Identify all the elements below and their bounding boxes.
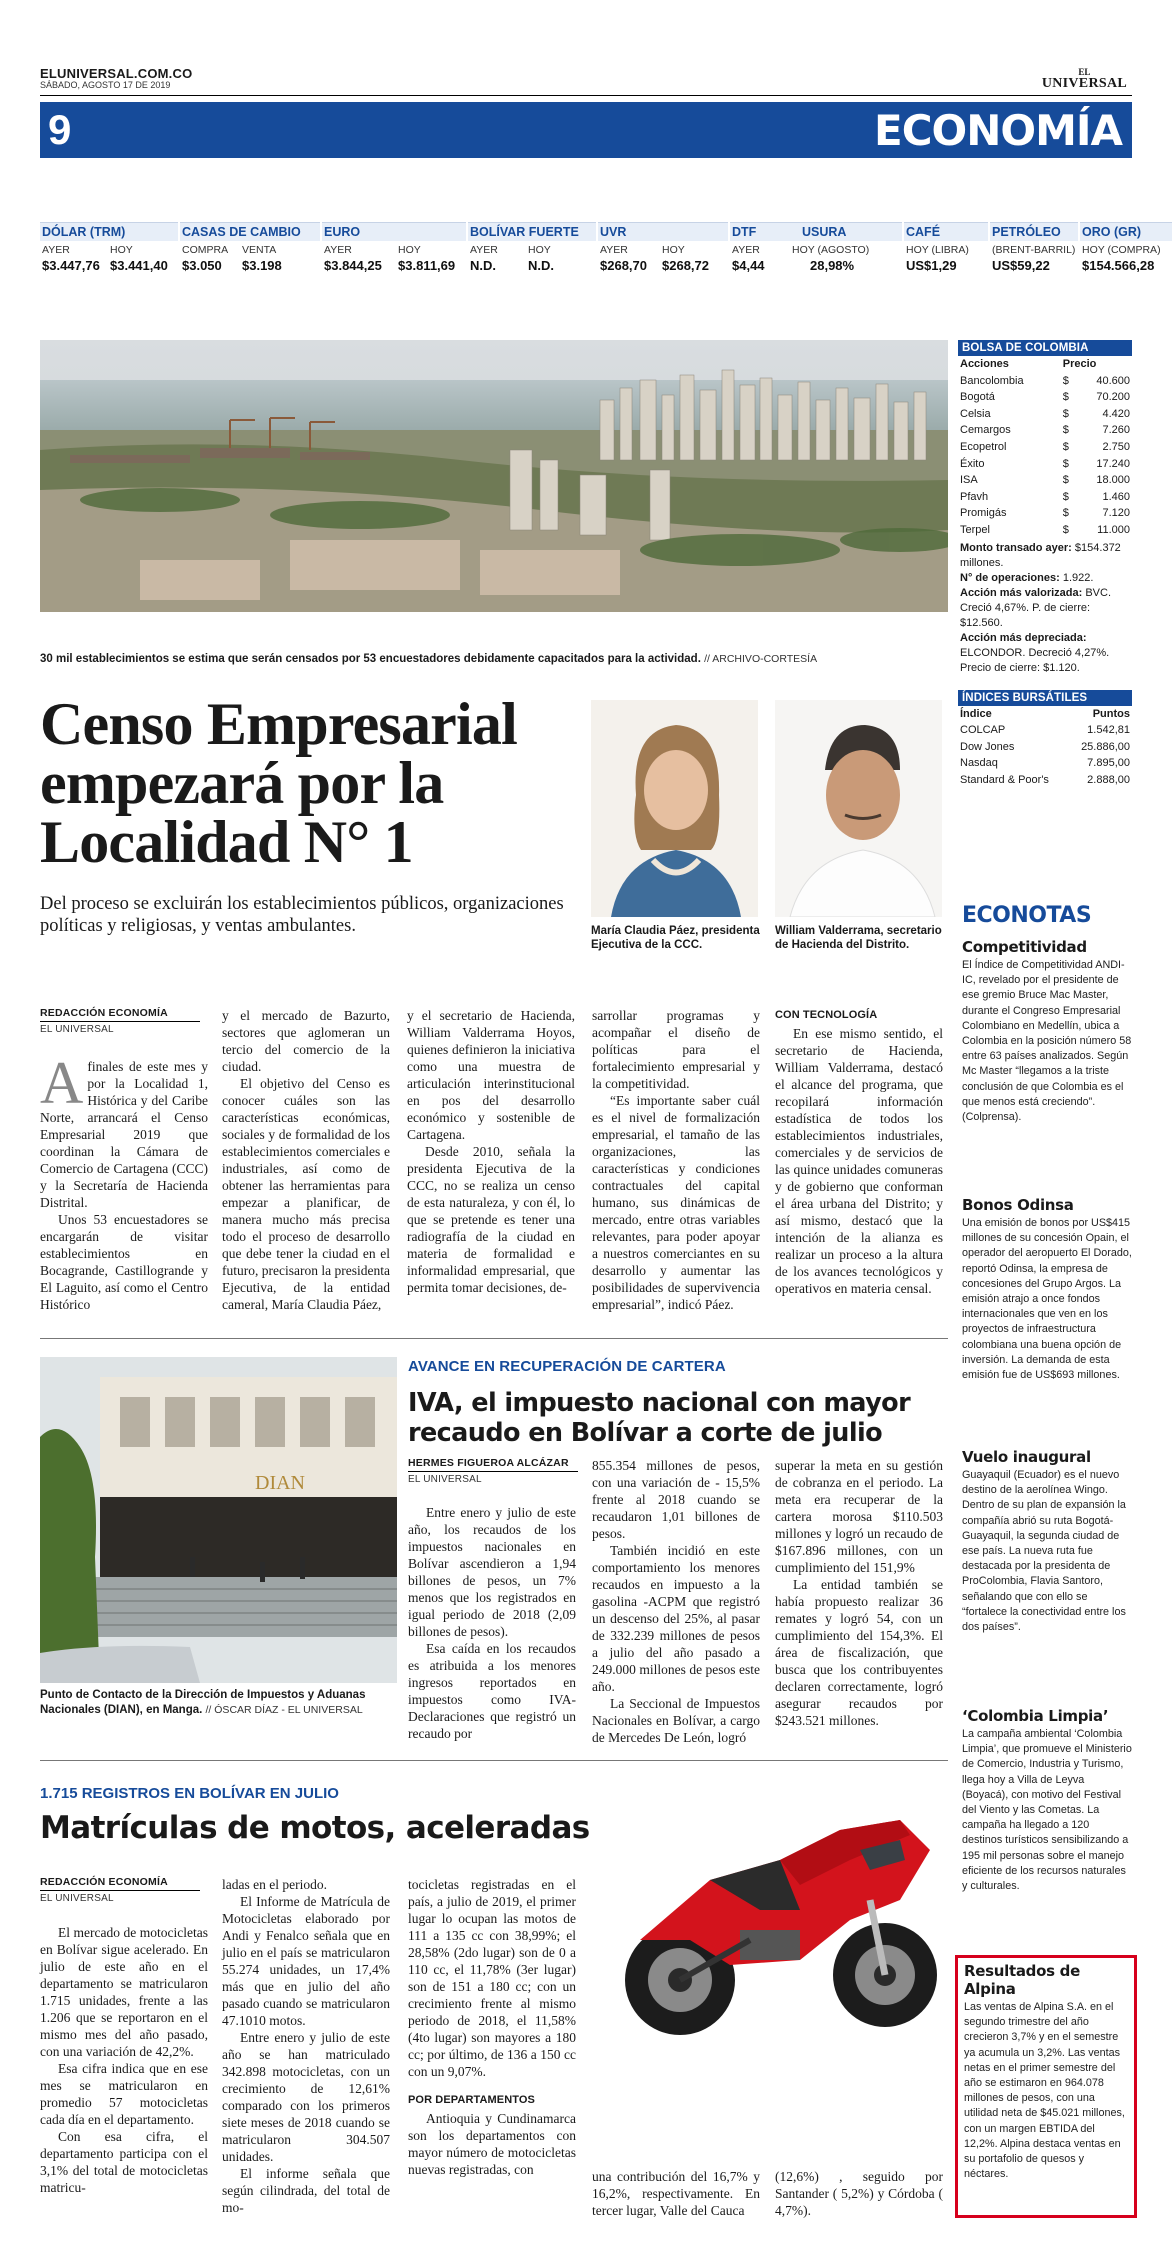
indicator-sub: HOY (LIBRA) <box>906 244 969 256</box>
table-row <box>958 472 1132 489</box>
indices-title: ÍNDICES BURSÁTILES <box>958 690 1132 706</box>
paragraph: “Es importante saber cuál es el nivel de formalización empresarial, el tamaño de las organizaciones, las características y condiciones contractuales del capital humano, sus dinámicas de mercado, entre otras variables relevantes, para poder apoyar a nuestros comerciantes en su desarrollo y aumentar las posibilidades de supervivencia empresarial”, indicó Páez. <box>592 1093 760 1312</box>
main-story-col-1 <box>40 1050 208 1313</box>
bolsa-table <box>958 356 1132 539</box>
man-portrait-illustration <box>775 700 942 917</box>
currency-symbol: $ <box>1062 424 1069 437</box>
paragraph: La entidad también se había propuesto realizar 36 remates y logró 54, con un cumplimiento del 154,3%. El área de fiscalización, que busca que los contribuyentes declaren correctamente, logró asegurar recaudos por $243.521 millones. <box>775 1577 943 1728</box>
paragraph: En ese mismo sentido, el secretario de Hacienda, William Valderrama, destacó el alcance del programa, que recopilará información estadística de todos los establecimientos industriales, comerciales y de servicios de las quince unidades comuneras y de gobierno que conforman el área urbana del Distrito; y así mismo, destacó que la intención de la alianza es realizar un proceso a la altura de los avances tecnológicos y operativos en materia censal. <box>775 1026 943 1296</box>
stock-name: Promigás <box>960 507 1007 520</box>
woman-portrait-illustration <box>591 700 758 917</box>
indicator-title: PETRÓLEO <box>990 222 1078 241</box>
table-row <box>958 373 1132 390</box>
byline-name: HERMES FIGUEROA ALCÁZAR <box>408 1457 569 1469</box>
column-subhead: POR DEPARTAMENTOS <box>408 2094 535 2106</box>
paragraph: finales de este mes y por la Localidad 1, Histórica y del Caribe Norte, arrancará el Censo Empresarial 2019 que coordinan la Cámara de Comercio de Cartagena (CCC) y la Secretaría de Hacienda Distrital. <box>40 1059 208 1210</box>
motorcycle-image <box>600 1790 950 2040</box>
paragraph: El objetivo del Censo es conocer cuáles son las características económicas, sociales y de formalidad de los establecimientos comerciales e industriales, así como de obtener las herramientas para empezar a planificar, de manera mucho más precisa todo el proceso de desarrollo que debe tener la ciudad en el futuro, precisaron la presidenta Ejecutiva, de la entidad cameral, María Claudia Páez, <box>222 1076 390 1312</box>
bolsa-monto <box>958 541 1132 571</box>
building-illustration <box>40 1357 397 1683</box>
indicator-value: US$59,22 <box>992 258 1050 273</box>
bolsa-ops <box>958 571 1132 586</box>
table-row <box>958 772 1132 789</box>
table-row <box>958 722 1132 739</box>
cityscape-illustration <box>40 340 948 612</box>
currency-symbol: $ <box>1062 507 1069 520</box>
stock-price: 18.000 <box>1096 474 1130 487</box>
main-story-col-3 <box>407 1007 575 1296</box>
table-row <box>958 422 1132 439</box>
indicator-value: 28,98% <box>810 258 855 273</box>
main-story-col-4 <box>592 1007 760 1313</box>
indicator-value: US$1,29 <box>906 258 957 273</box>
note-title: Competitividad <box>962 938 1087 956</box>
indicator-value: $3.050 <box>182 258 222 273</box>
stock-price: 4.420 <box>1102 407 1130 420</box>
indicator-cafe <box>904 222 988 273</box>
dian-office-photo <box>40 1357 397 1683</box>
motos-headline: Matrículas de motos, aceleradas <box>40 1810 590 1846</box>
portrait-william-valderrama <box>775 700 942 917</box>
indicator-sub: AYER <box>732 244 760 256</box>
column-subhead: CON TECNOLOGÍA <box>775 1009 878 1021</box>
index-value: 1.542,81 <box>1087 724 1130 737</box>
paragraph: tocicletas registradas en el país, a julio de 2019, el primer lugar lo ocupan las motos de 111 a 135 cc con 38,99%; el 28,58% (2do lugar) son de 0 a 110 cc, el 11,78% (3er lugar) son de 151 a 180 cc; con un crecimiento frente al mismo periodo de 2018, el 11,58% (4to lugar) son mayores a 180 cc; por último, de 136 a 150 cc con un 9,07%. <box>408 1877 576 2079</box>
byline-name: REDACCIÓN ECONOMÍA <box>40 1007 168 1019</box>
bolsa-depreciada <box>958 631 1132 676</box>
indices-col-header: Índice <box>960 707 992 720</box>
indicator-dtf <box>730 222 790 273</box>
stock-price: 7.120 <box>1102 507 1130 520</box>
indicator-petroleo <box>990 222 1078 273</box>
paragraph: El mercado de motocicletas en Bolívar sigue acelerado. En julio de este año en el departamento se matricularon 1.715 unidades, frente a las 1.206 que se reportaron en el mismo mes del año pasado, con una variación de 42,2%. <box>40 1925 208 2059</box>
motos-kicker: 1.715 REGISTROS EN BOLÍVAR EN JULIO <box>40 1785 339 1802</box>
logo-bottom-text: UNIVERSAL <box>1041 75 1127 91</box>
newspaper-logo <box>1042 68 1127 90</box>
paragraph: Entre enero y julio de este año, los recaudos de los impuestos nacionales en Bolívar ascendieron a 1,94 billones de pesos, un 7% menos que los registrados en igual periodo de 2018 (2,09 billones de pesos). <box>408 1505 576 1639</box>
indices-table <box>958 706 1132 789</box>
table-row <box>958 522 1132 539</box>
iva-photo-caption <box>40 1688 397 1718</box>
bolsa-col-header: Acciones <box>960 358 1009 370</box>
motos-col-3 <box>408 1876 576 2178</box>
indicator-value: $3.447,76 <box>42 258 100 273</box>
note-title: Bonos Odinsa <box>962 1196 1074 1214</box>
iva-caption-text: Punto de Contacto de la Dirección de Impuestos y Aduanas Nacionales (DIAN), en Manga. <box>40 1689 366 1716</box>
index-name: Nasdaq <box>960 757 998 770</box>
note-body: La campaña ambiental ‘Colombia Limpia’, que promueve el Ministerio de Comercio, Industria y Turismo, llega hoy a Villa de Leyva (Boyacá), con motivo del Festival del Viento y las Cometas. La campaña ha llegado a 120 destinos turísticos sensibilizando a 195 mil personas sobre el manejo eficiente de los recursos naturales y culturales. <box>962 1728 1132 1893</box>
bolsa-col-header: Precio <box>1062 358 1097 370</box>
stock-name: ISA <box>960 474 978 487</box>
iva-col-1 <box>408 1504 576 1742</box>
paragraph: Desde 2010, señala la presidenta Ejecutiva de la CCC, no se realiza un censo de esta naturaleza, y con él, lo que se pretende es tener una radiografía de la ciudad en materia de formalidad e informalidad empresarial, que permita tomar decisiones, de- <box>407 1144 575 1295</box>
note-competitividad <box>962 938 1132 1125</box>
currency-symbol: $ <box>1062 457 1069 470</box>
stock-name: Bogotá <box>960 391 995 404</box>
paragraph: El Informe de Matrícula de Motocicletas elaborado por Andi y Fenalco señala que en julio en el país se matricularon 55.274 unidades, un 17,4% más que en julio del año pasado cuando se matricularon 47.1010 motos. <box>222 1894 390 2028</box>
stock-name: Pfavh <box>960 490 989 503</box>
iva-headline: IVA, el impuesto nacional con mayor recaudo en Bolívar a corte de julio <box>408 1388 911 1448</box>
index-name: COLCAP <box>960 724 1006 737</box>
bolsa-valorizada <box>958 586 1132 631</box>
indicator-sub: COMPRA <box>182 244 229 256</box>
paragraph: Entre enero y julio de este año se han matriculado 342.898 motocicletas, con un crecimiento de 12,61% comparado con los primeros siete meses de 2018 cuando se matricularon 304.507 unidades. <box>222 2030 390 2164</box>
index-value: 7.895,00 <box>1087 757 1130 770</box>
note-body: Las ventas de Alpina S.A. en el segundo trimestre del año crecieron 3,7% y en el semestre ya acumula un 3,2%. Las ventas netas en el primer semestre del año se estimaron en 964.078 millones de pesos, con una utilidad neta de $45.021 millones, con un margen EBTIDA del 12,2%. Alpina destaca ventas en su portafolio de quesos y néctares. <box>964 2001 1125 2181</box>
note-title: Vuelo inaugural <box>962 1448 1091 1466</box>
indicator-value: N.D. <box>470 258 496 273</box>
note-title: ‘Colombia Limpia’ <box>962 1707 1109 1725</box>
indices-col-header: Puntos <box>1092 707 1130 720</box>
iva-col-3 <box>775 1457 943 1729</box>
index-value: 25.886,00 <box>1081 740 1130 753</box>
byline-org: EL UNIVERSAL <box>408 1474 482 1485</box>
byline-org: EL UNIVERSAL <box>40 1024 114 1035</box>
main-story-col-5 <box>775 1007 943 1297</box>
indicator-sub: AYER <box>42 244 70 256</box>
indicator-title: CAFÉ <box>904 222 988 241</box>
table-row <box>958 456 1132 473</box>
motos-col-1 <box>40 1924 208 2196</box>
stock-name: Ecopetrol <box>960 440 1007 453</box>
section-divider <box>40 1760 948 1761</box>
bolsa-monto-label: Monto transado ayer: <box>960 541 1072 554</box>
motos-col-5 <box>775 2168 943 2219</box>
indicator-sub: HOY (COMPRA) <box>1082 244 1161 256</box>
byline-name: REDACCIÓN ECONOMÍA <box>40 1876 168 1888</box>
index-value: 2.888,00 <box>1087 773 1130 786</box>
portrait-caption-text: William Valderrama, secretario de Hacienda del Distrito. <box>775 925 942 951</box>
index-name: Standard & Poor's <box>960 773 1049 786</box>
currency-symbol: $ <box>1062 374 1069 387</box>
iva-col-2 <box>592 1457 760 1746</box>
indicator-sub: HOY <box>110 244 133 256</box>
indicator-value: $4,44 <box>732 258 765 273</box>
bolsa-val-label: Acción más valorizada: <box>960 586 1083 599</box>
paragraph: una contribución del 16,7% y 16,2%, respectivamente. En tercer lugar, Valle del Cauca <box>592 2169 760 2218</box>
byline-org: EL UNIVERSAL <box>40 1893 114 1904</box>
bolsa-title: BOLSA DE COLOMBIA <box>958 340 1132 356</box>
indicator-sub: HOY <box>398 244 421 256</box>
indicator-value: $268,70 <box>600 258 647 273</box>
paragraph: Unos 53 encuestadores se encargarán de visitar establecimientos en Bocagrande, Castillogrande y El Laguito, así como el Centro Histórico <box>40 1212 208 1312</box>
indicator-value: $268,72 <box>662 258 709 273</box>
motos-col-2 <box>222 1876 390 2216</box>
bolsa-monto-value: $154.372 millones. <box>960 541 1121 569</box>
motorcycle-illustration <box>600 1790 950 2040</box>
indicator-sub: AYER <box>600 244 628 256</box>
indicator-value: N.D. <box>528 258 554 273</box>
stock-price: 1.460 <box>1102 490 1130 503</box>
main-subhead: Del proceso se excluirán los establecimientos públicos, organizaciones políticas y religiosas, y ventas ambulantes. <box>40 894 564 936</box>
stock-name: Bancolombia <box>960 374 1024 387</box>
main-headline: Censo Empresarial empezará por la Localidad N° 1 <box>40 691 517 875</box>
note-body: Una emisión de bonos por US$415 millones de su concesión Opain, el operador del aeropuerto El Dorado, reportó Odinsa, la empresa de concesiones del Grupo Argos. La emisión atrajo a once fondos internacionales que ven en los proyectos de infraestructura colombiana una buena opción de inversión. La demanda de esta emisión fue de US$693 millones. <box>962 1217 1132 1382</box>
indicator-title: BOLÍVAR FUERTE <box>468 222 596 241</box>
currency-symbol: $ <box>1062 391 1069 404</box>
portrait-caption-valderrama <box>775 924 945 952</box>
indicator-sub: AYER <box>470 244 498 256</box>
indicator-title: USURA <box>790 222 902 241</box>
site-url[interactable]: ELUNIVERSAL.COM.CO <box>40 66 193 81</box>
stock-name: Éxito <box>960 457 985 470</box>
table-row <box>958 439 1132 456</box>
paragraph: superar la meta en su gestión de cobranza en el periodo. La meta era recuperar de la cartera morosa $110.503 millones y logró un recaudo de $167.896 millones, con un cumplimiento del 151,9% <box>775 1458 943 1575</box>
bolsa-dep-label: Acción más depreciada: <box>960 631 1087 644</box>
note-bonos-odinsa <box>962 1196 1132 1383</box>
stock-price: 40.600 <box>1096 374 1130 387</box>
paragraph: y el mercado de Bazurto, sectores que aglomeran un tercio del comercio de la ciudad. <box>222 1008 390 1074</box>
dian-sign-text: DIAN <box>255 1472 305 1494</box>
indicator-uvr <box>598 222 728 273</box>
currency-symbol: $ <box>1062 407 1069 420</box>
cartagena-skyline-photo <box>40 340 948 612</box>
table-row <box>958 489 1132 506</box>
hero-caption-text: 30 mil establecimientos se estima que serán censados por 53 encuestadores debidamente capacitados para la actividad. <box>40 653 701 665</box>
currency-symbol: $ <box>1062 440 1069 453</box>
paragraph: Esa cifra indica que en ese mes se matricularon en promedio 57 motocicletas cada día en el departamento. <box>40 2061 208 2127</box>
paragraph: Esa caída en los recaudos es atribuida a los menores ingresos reportados en impuestos como IVA-Declaraciones que registró un recaudo por <box>408 1641 576 1741</box>
bolsa-dep-value: ELCONDOR. Decreció 4,27%. Precio de cierre: $1.120. <box>960 646 1110 674</box>
paragraph: sarrollar programas y acompañar el diseño de políticas para el fortalecimiento empresarial y la competitividad. <box>592 1008 760 1091</box>
iva-photo-credit: // ÓSCAR DÍAZ - EL UNIVERSAL <box>205 1704 363 1716</box>
table-row <box>958 739 1132 756</box>
header-rule <box>40 95 1132 96</box>
note-vuelo-inaugural <box>962 1448 1132 1635</box>
hero-caption <box>40 653 948 665</box>
indicator-casas-cambio <box>180 222 320 273</box>
indicator-sub: HOY (AGOSTO) <box>792 244 870 256</box>
indicator-value: $3.198 <box>242 258 282 273</box>
hero-credit: // ARCHIVO-CORTESÍA <box>704 653 818 665</box>
issue-date: SÁBADO, AGOSTO 17 DE 2019 <box>40 80 171 90</box>
indicator-sub: HOY <box>528 244 551 256</box>
paragraph: ladas en el periodo. <box>222 1877 327 1892</box>
indicator-title: ORO (GR) <box>1080 222 1172 241</box>
market-indicators <box>40 222 1161 282</box>
table-row <box>958 505 1132 522</box>
stock-price: 70.200 <box>1096 391 1130 404</box>
stock-price: 7.260 <box>1102 424 1130 437</box>
indicator-sub: (BRENT-BARRIL) <box>992 244 1076 256</box>
indicator-oro <box>1080 222 1172 273</box>
page-number: 9 <box>48 106 72 153</box>
note-body: El Índice de Competitividad ANDI-IC, revelado por el presidente de ese gremio Bruce Mac Master, durante el Congreso Empresarial Colombiano en Medellín, ubica a Colombia en la posición número 58 entre 63 países analizados. Según Mc Master “llegamos a la triste conclusión de que Colombia es el que menos está creciendo”. (Colprensa). <box>962 959 1132 1124</box>
indicator-dolar <box>40 222 178 273</box>
bolsa-ops-label: N° de operaciones: <box>960 571 1060 584</box>
indicator-title: DTF <box>730 222 790 241</box>
section-title: ECONOMÍA <box>874 106 1122 155</box>
portrait-maria-claudia-paez <box>591 700 758 917</box>
logo-top-text: EL <box>1078 67 1091 77</box>
paragraph: La Seccional de Impuestos Nacionales en Bolívar, a cargo de Mercedes De León, logró <box>592 1696 760 1745</box>
stock-name: Cemargos <box>960 424 1011 437</box>
section-divider <box>40 1338 948 1339</box>
iva-kicker: AVANCE EN RECUPERACIÓN DE CARTERA <box>408 1358 726 1375</box>
table-row <box>958 406 1132 423</box>
indicator-title: DÓLAR (TRM) <box>40 222 178 241</box>
stock-price: 11.000 <box>1097 523 1130 536</box>
bolsa-ops-value: 1.922. <box>1062 571 1094 584</box>
currency-symbol: $ <box>1062 474 1069 487</box>
paragraph: Con esa cifra, el departamento participa con el 3,1% del total de motocicletas matricu- <box>40 2129 208 2195</box>
dropcap: A <box>40 1050 84 1116</box>
paragraph: El informe señala que según cilindrada, del total de mo- <box>222 2166 390 2215</box>
byline-rule <box>40 1021 200 1022</box>
indicator-title: EURO <box>322 222 466 241</box>
index-name: Dow Jones <box>960 740 1015 753</box>
paragraph: (12,6%) , seguido por Santander ( 5,2%) y Córdoba ( 4,7%). <box>775 2169 943 2218</box>
paragraph: y el secretario de Hacienda, William Valderrama Hoyos, quienes definieron la iniciativa como una muestra de articulación interinstitucional en pos del desarrollo económico y sostenible de Cartagena. <box>407 1008 575 1142</box>
stock-price: 2.750 <box>1102 440 1130 453</box>
main-story-col-2 <box>222 1007 390 1313</box>
note-resultados-alpina <box>964 1962 1128 2182</box>
paragraph: Antioquia y Cundinamarca son los departamentos con mayor número de motocicletas nuevas registradas, con <box>408 2111 576 2177</box>
note-title: Resultados de Alpina <box>964 1962 1080 1998</box>
econotas-title: ECONOTAS <box>962 903 1092 928</box>
paragraph: También incidió en este comportamiento los menores recaudos en impuesto a la gasolina -ACPM que registró un descenso del 25%, al pasar de 332.239 millones de pesos a julio del año pasado a 249.000 millones de pesos este año. <box>592 1543 760 1694</box>
paragraph: 855.354 millones de pesos, con una variación de - 15,5% frente al 2018 cuando se recaudaron 1,01 billones de pesos. <box>592 1458 760 1541</box>
indicator-bolivar <box>468 222 596 273</box>
indicator-value: $154.566,28 <box>1082 258 1155 273</box>
indicator-euro <box>322 222 466 273</box>
market-sidebar <box>958 340 1132 789</box>
currency-symbol: $ <box>1062 490 1069 503</box>
indicator-value: $3.844,25 <box>324 258 382 273</box>
indicator-value: $3.811,69 <box>398 258 456 273</box>
motos-col-4 <box>592 2168 760 2219</box>
stock-name: Celsia <box>960 407 991 420</box>
currency-symbol: $ <box>1062 523 1069 536</box>
byline-rule <box>40 1890 200 1891</box>
indicator-title: CASAS DE CAMBIO <box>180 222 320 241</box>
bolsa-val-value: BVC. Creció 4,67%. P. de cierre: $12.560. <box>960 586 1112 629</box>
indicator-usura <box>790 222 902 273</box>
table-row <box>958 389 1132 406</box>
table-row <box>958 755 1132 772</box>
portrait-caption-text: María Claudia Páez, presidenta Ejecutiva de la CCC. <box>591 925 760 951</box>
indicator-sub: HOY <box>662 244 685 256</box>
indicator-title: UVR <box>598 222 728 241</box>
note-colombia-limpia <box>962 1707 1132 1894</box>
byline-rule <box>408 1471 578 1472</box>
indicator-value: $3.441,40 <box>110 258 168 273</box>
stock-name: Terpel <box>960 523 990 536</box>
stock-price: 17.240 <box>1096 457 1130 470</box>
indicator-sub: VENTA <box>242 244 277 256</box>
indicator-sub: AYER <box>324 244 352 256</box>
portrait-caption-paez <box>591 924 761 952</box>
note-body: Guayaquil (Ecuador) es el nuevo destino de la aerolínea Wingo. Dentro de su plan de expansión la compañía abrió su ruta Bogotá-Guayaquil, la segunda ciudad de ese país. La nueva ruta fue destacada por la presidenta de ProColombia, Flavia Santoro, señalando que con ello se “fortalece la conectividad entre los dos países”. <box>962 1469 1126 1634</box>
